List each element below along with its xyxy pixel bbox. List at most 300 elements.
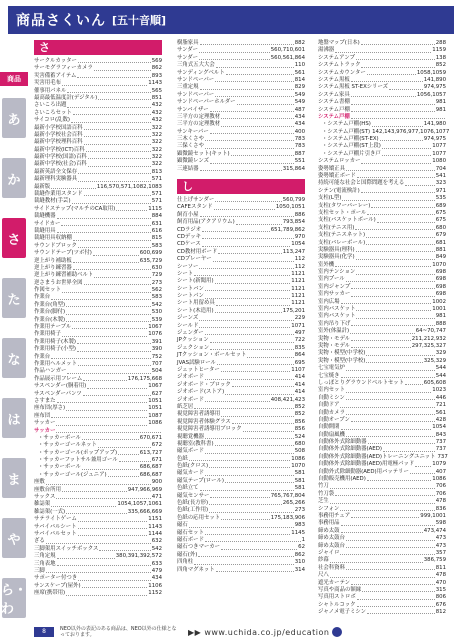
dot-leader	[237, 104, 294, 105]
index-entry[interactable]	[177, 99, 305, 106]
sidebar-tab-7[interactable]: や	[2, 518, 26, 558]
entry-name: 三脚	[34, 567, 45, 574]
index-entry[interactable]	[318, 254, 446, 261]
dot-leader	[86, 151, 151, 152]
dot-leader	[356, 59, 435, 60]
entry-name: サンダー	[177, 54, 199, 61]
sidebar-tab-5[interactable]: は	[2, 398, 26, 438]
index-entry[interactable]	[177, 227, 305, 234]
entry-page: 504	[151, 368, 162, 375]
index-entry[interactable]	[318, 594, 446, 601]
index-entry[interactable]	[177, 434, 305, 441]
index-entry[interactable]	[177, 301, 305, 308]
dot-leader	[210, 133, 294, 134]
index-entry[interactable]	[34, 450, 162, 457]
entry-name: 作業台(木製)	[34, 316, 66, 323]
dot-leader	[351, 347, 411, 348]
index-entry[interactable]	[34, 501, 162, 508]
index-entry[interactable]	[318, 461, 446, 468]
index-entry[interactable]	[177, 62, 305, 69]
entry-page: 322	[151, 131, 162, 138]
index-entry[interactable]	[318, 498, 446, 505]
entry-page: 843	[435, 431, 446, 438]
entry-page: 689	[435, 202, 446, 209]
entry-page: 680	[294, 440, 305, 447]
index-entry[interactable]	[177, 411, 305, 418]
index-entry[interactable]	[318, 402, 446, 409]
index-entry[interactable]	[34, 250, 162, 257]
index-entry[interactable]	[318, 446, 446, 453]
index-entry[interactable]	[34, 139, 162, 146]
index-entry[interactable]	[177, 552, 305, 559]
index-entry[interactable]	[34, 331, 162, 338]
entry-name: 最新小学校国語百科	[34, 124, 83, 131]
entry-name: 室内プール	[318, 276, 345, 283]
sidebar-tab-1[interactable]: か	[2, 158, 26, 198]
dot-leader	[346, 547, 435, 548]
index-entry[interactable]	[34, 354, 162, 361]
index-entry[interactable]	[34, 590, 162, 597]
entry-name: 最新中学校理科百科	[34, 139, 83, 146]
index-entry[interactable]	[318, 365, 446, 372]
index-entry[interactable]	[177, 485, 305, 492]
index-entry[interactable]	[177, 522, 305, 529]
entry-page: 583	[151, 294, 162, 301]
dot-leader	[77, 343, 151, 344]
index-entry[interactable]	[318, 291, 446, 298]
index-entry[interactable]	[177, 470, 305, 477]
dot-leader	[98, 447, 151, 448]
entry-name: システムトラック	[318, 62, 361, 69]
index-entry[interactable]	[318, 217, 446, 224]
entry-page: 561	[294, 69, 305, 76]
entry-name: サポーター付つき	[34, 575, 78, 582]
sidebar-tab-8[interactable]: ら・わ	[2, 578, 26, 618]
index-entry[interactable]	[34, 213, 162, 220]
dot-leader	[221, 549, 297, 550]
entry-page: 600,699	[139, 250, 162, 257]
entry-page: 479	[151, 567, 162, 574]
dot-leader	[73, 240, 151, 241]
index-entry[interactable]	[177, 544, 305, 551]
index-entry[interactable]	[177, 158, 305, 165]
sidebar-label: 商品	[0, 72, 28, 86]
index-entry[interactable]	[318, 195, 446, 202]
index-entry[interactable]	[34, 272, 162, 279]
index-entry[interactable]	[177, 315, 305, 322]
index-entry[interactable]	[318, 410, 446, 417]
entry-name: システムアンプ	[318, 54, 355, 61]
dot-leader	[78, 247, 151, 248]
index-entry[interactable]	[177, 448, 305, 455]
index-entry[interactable]	[318, 232, 446, 239]
dot-leader	[368, 443, 435, 444]
entry-name: さいころ出題	[34, 102, 67, 109]
index-entry[interactable]	[34, 524, 162, 531]
entry-page: 783	[294, 143, 305, 150]
index-entry[interactable]	[318, 432, 446, 439]
dot-leader	[361, 192, 435, 193]
dot-leader	[202, 246, 290, 247]
footer-url[interactable]: ▶▶ www.uchida.co.jp/education	[188, 627, 330, 637]
entry-name: 裁縫教材(手芸)	[34, 198, 71, 205]
dot-leader	[199, 327, 290, 328]
sidebar-tab-4[interactable]: な	[2, 338, 26, 378]
entry-page: 675	[435, 209, 446, 216]
dot-leader	[88, 166, 151, 167]
index-entry[interactable]	[318, 543, 446, 550]
index-entry[interactable]	[318, 70, 446, 77]
index-entry[interactable]	[318, 609, 446, 616]
dot-leader	[57, 232, 151, 233]
entry-name: 室外機	[318, 261, 335, 268]
index-entry[interactable]	[318, 62, 446, 69]
entry-page: 707	[151, 361, 162, 367]
index-entry[interactable]	[318, 277, 446, 284]
index-entry[interactable]	[318, 158, 446, 165]
index-entry[interactable]	[34, 405, 162, 412]
entry-page: 1067	[148, 383, 162, 390]
index-entry[interactable]	[177, 493, 305, 500]
dot-leader	[78, 181, 151, 182]
index-entry[interactable]	[318, 40, 446, 47]
index-entry[interactable]	[318, 121, 446, 128]
index-entry[interactable]	[34, 368, 162, 375]
index-entry[interactable]	[318, 299, 446, 306]
entry-name: シート用留め具	[177, 300, 215, 307]
index-entry[interactable]	[34, 147, 162, 154]
index-entry[interactable]	[318, 483, 446, 490]
index-entry[interactable]	[34, 309, 162, 316]
index-entry[interactable]	[177, 397, 305, 404]
dot-leader	[405, 384, 423, 385]
index-entry[interactable]	[318, 387, 446, 394]
entry-name: シート	[177, 270, 194, 277]
entry-name: 尺八	[318, 572, 329, 579]
dot-leader	[380, 140, 423, 141]
index-entry[interactable]	[318, 336, 446, 343]
entry-name: 事務用品	[318, 520, 340, 527]
index-entry[interactable]	[318, 580, 446, 587]
entry-page: 487	[294, 106, 305, 113]
entry-page: 852	[435, 62, 446, 69]
dot-leader	[355, 229, 434, 230]
index-entry[interactable]	[318, 535, 446, 542]
index-entry[interactable]	[34, 428, 162, 435]
index-entry[interactable]	[177, 70, 305, 77]
dot-leader	[202, 231, 270, 232]
index-entry[interactable]	[34, 280, 162, 287]
index-entry[interactable]	[177, 426, 305, 433]
dot-leader	[82, 439, 139, 440]
sidebar-tab-3[interactable]: た	[2, 278, 26, 318]
entry-name: 作業台(脚付)	[34, 309, 66, 316]
entry-name: 室外(体温計)	[318, 328, 350, 335]
dot-leader	[371, 207, 434, 208]
entry-page: 1051	[148, 397, 162, 404]
dot-leader	[351, 584, 435, 585]
dot-leader	[194, 408, 294, 409]
entry-name: 視覚障害者体験グラス	[177, 418, 231, 425]
index-entry[interactable]	[177, 241, 305, 248]
entry-name: 室内バスケット	[318, 306, 356, 313]
dot-leader	[216, 67, 294, 68]
dot-leader	[205, 334, 294, 335]
index-entry[interactable]	[177, 107, 305, 114]
entry-name: 最新理科実験器具	[34, 176, 78, 183]
entry-name: ジオボード(ストア)	[177, 389, 225, 396]
entry-page: 974,975	[423, 84, 446, 91]
index-entry[interactable]	[177, 337, 305, 344]
index-entry[interactable]	[34, 258, 162, 265]
index-entry[interactable]	[34, 487, 162, 494]
dot-leader	[221, 118, 294, 119]
entry-page: 829	[294, 84, 305, 91]
index-entry[interactable]	[177, 121, 305, 128]
index-entry[interactable]	[34, 494, 162, 501]
dot-leader	[66, 306, 151, 307]
index-entry[interactable]	[318, 373, 446, 380]
entry-page: 1115	[148, 205, 162, 212]
entry-page: 635,729	[139, 257, 162, 264]
index-entry[interactable]	[34, 516, 162, 523]
index-entry[interactable]	[318, 143, 446, 150]
entry-name: 逆上がり練習器	[34, 264, 72, 271]
index-entry[interactable]	[34, 125, 162, 132]
entry-name: 顕微鏡レンズ	[177, 158, 210, 165]
entry-page: 414	[294, 389, 305, 396]
index-entry[interactable]	[318, 128, 450, 136]
index-entry[interactable]	[34, 80, 162, 87]
index-entry[interactable]	[318, 240, 446, 247]
entry-name: 支柱(タワーバーレー)	[318, 202, 371, 209]
entry-name: 磁気カード	[177, 470, 204, 477]
index-entry[interactable]	[34, 65, 162, 72]
entry-page: 113,247	[282, 248, 305, 255]
index-entry[interactable]	[177, 204, 305, 211]
index-entry[interactable]	[318, 491, 446, 498]
index-entry[interactable]	[34, 198, 162, 205]
dot-leader	[215, 96, 294, 97]
index-entry[interactable]	[177, 129, 305, 136]
dot-leader	[87, 388, 147, 389]
index-entry[interactable]	[34, 184, 162, 191]
index-entry[interactable]	[318, 506, 446, 513]
dot-leader	[330, 503, 435, 504]
index-entry[interactable]	[177, 219, 305, 226]
entry-page: 273	[151, 279, 162, 286]
entry-page: 811	[435, 564, 446, 571]
index-entry[interactable]	[177, 389, 305, 396]
index-entry[interactable]	[318, 262, 446, 269]
index-entry[interactable]	[34, 317, 162, 324]
entry-name: 逆さまうお世界全図	[34, 279, 83, 286]
entry-name: 作業用テーブル	[34, 324, 72, 331]
entry-name: ・システム戸棚片引き戸	[322, 150, 381, 157]
index-entry[interactable]	[318, 313, 446, 320]
entry-name: 色紙立て	[177, 485, 199, 492]
dot-leader	[357, 606, 435, 607]
dot-leader	[351, 340, 411, 341]
index-entry[interactable]	[177, 352, 305, 359]
entry-name: システム家具	[318, 91, 350, 98]
index-entry[interactable]	[318, 107, 446, 114]
index-entry[interactable]	[177, 360, 305, 367]
index-entry[interactable]	[177, 264, 305, 271]
entry-name: 写真用ストロボ	[318, 594, 356, 601]
section-header-shi: し	[177, 179, 305, 194]
index-entry[interactable]	[318, 550, 446, 557]
index-entry[interactable]	[34, 538, 162, 545]
entry-name: 最新中学校(国語)百科	[34, 154, 87, 161]
dot-leader	[78, 528, 148, 529]
index-entry[interactable]	[34, 464, 162, 471]
index-entry[interactable]	[318, 84, 446, 91]
entry-page: 695	[294, 359, 305, 366]
index-entry[interactable]	[318, 557, 446, 564]
index-entry[interactable]	[177, 166, 305, 173]
entry-page: 679	[435, 232, 446, 239]
dot-leader	[366, 244, 434, 245]
entry-page: 752	[151, 353, 162, 360]
index-entry[interactable]	[177, 256, 305, 263]
index-entry[interactable]	[34, 479, 162, 486]
index-entry[interactable]	[318, 203, 446, 210]
index-entry[interactable]	[177, 507, 305, 514]
index-entry[interactable]	[318, 602, 446, 609]
index-entry[interactable]	[318, 565, 446, 572]
index-entry[interactable]	[34, 88, 162, 95]
sidebar-tab-0[interactable]: あ	[2, 98, 26, 138]
index-entry[interactable]	[34, 117, 162, 124]
index-entry[interactable]	[318, 47, 446, 54]
index-entry[interactable]	[318, 424, 446, 431]
index-entry[interactable]	[318, 350, 446, 357]
entry-name: 作業用椅子	[34, 331, 61, 338]
entry-page: 551	[294, 158, 305, 165]
index-entry[interactable]	[318, 99, 446, 106]
index-entry[interactable]	[318, 476, 446, 483]
entry-name: 実物・模型(中学校)	[318, 350, 366, 357]
dot-leader	[94, 70, 151, 71]
entry-page: 62	[298, 544, 305, 551]
entry-page: 881	[435, 246, 446, 253]
entry-name: 自動体外式除細動器(AED)用電極パッド	[318, 461, 415, 468]
index-entry[interactable]	[34, 553, 162, 560]
index-entry[interactable]	[34, 161, 162, 168]
index-entry[interactable]	[34, 295, 162, 302]
index-entry[interactable]	[177, 143, 305, 150]
index-entry[interactable]	[34, 346, 162, 353]
index-entry[interactable]	[177, 456, 305, 463]
index-entry[interactable]	[177, 323, 305, 330]
entry-name: 作図セット	[34, 287, 61, 294]
column-3	[318, 39, 450, 616]
entry-page: 783	[294, 136, 305, 143]
index-entry[interactable]	[177, 374, 305, 381]
entry-page: 508	[294, 448, 305, 455]
index-entry[interactable]	[318, 520, 446, 527]
dot-leader	[215, 201, 281, 202]
dot-leader	[346, 392, 431, 393]
index-entry[interactable]	[34, 561, 162, 568]
index-entry[interactable]	[34, 531, 162, 538]
entry-name: 磁石(外)	[177, 551, 198, 558]
entry-page: 386,759	[423, 557, 446, 564]
index-entry[interactable]	[177, 84, 305, 91]
index-entry[interactable]	[34, 442, 162, 449]
index-entry[interactable]	[177, 567, 305, 574]
index-entry[interactable]	[34, 575, 162, 582]
entry-page: 560,561,864	[270, 54, 305, 61]
entry-name: サンバイザー	[177, 106, 209, 113]
index-entry[interactable]	[177, 47, 305, 54]
index-entry[interactable]	[34, 391, 162, 398]
entry-page: 542	[151, 301, 162, 308]
index-entry[interactable]	[34, 235, 162, 242]
entry-name: 支柱(バスケットボール)	[318, 217, 376, 224]
entry-name: 室内テンション	[318, 269, 356, 276]
entry-page: 407	[435, 468, 446, 475]
index-entry[interactable]	[318, 180, 446, 187]
index-entry[interactable]	[177, 286, 305, 293]
entry-page: 64~70,747	[415, 328, 446, 335]
index-entry[interactable]	[318, 572, 446, 579]
entry-name: 実物・模型(中学校)	[318, 357, 366, 364]
entry-name: 視聴覚機器	[177, 433, 204, 440]
index-entry[interactable]	[177, 530, 305, 537]
index-entry[interactable]	[34, 420, 162, 427]
entry-page: 560,799	[282, 197, 305, 204]
entry-name: 締め太鼓	[318, 527, 340, 534]
entry-page: 852	[294, 411, 305, 418]
entry-page: 1086	[432, 476, 446, 483]
index-entry[interactable]	[318, 469, 446, 476]
entry-page: 571	[151, 191, 162, 198]
entry-name: 実物・モデル	[318, 343, 351, 349]
entry-page: 535	[435, 195, 446, 202]
index-entry[interactable]	[177, 515, 305, 522]
entry-page: 323	[435, 180, 446, 187]
index-entry[interactable]	[318, 328, 446, 335]
entry-name: 室内広場	[318, 298, 340, 305]
index-entry[interactable]	[34, 176, 162, 183]
dot-leader	[335, 495, 435, 496]
index-entry[interactable]	[34, 221, 162, 228]
entry-page: 947,966,969	[127, 486, 162, 493]
dot-leader	[356, 274, 434, 275]
entry-page: 288	[435, 39, 446, 46]
index-entry[interactable]	[34, 472, 162, 479]
sidebar-tab-2[interactable]: さ	[2, 218, 26, 258]
dot-leader	[205, 475, 294, 476]
entry-page: 1151	[148, 516, 162, 523]
index-entry[interactable]	[177, 559, 305, 566]
dot-leader	[73, 269, 151, 270]
index-entry[interactable]	[34, 383, 162, 390]
entry-name: 色紙の応用セット	[177, 514, 221, 521]
entry-name: ジェットヒーター	[177, 367, 220, 373]
sidebar-tab-6[interactable]: ま	[2, 458, 26, 498]
index-entry[interactable]	[177, 278, 305, 285]
entry-name: サンドペーパー	[177, 91, 215, 98]
entry-name: 色紙	[177, 455, 188, 462]
entry-page: 852	[294, 403, 305, 410]
index-entry[interactable]	[34, 287, 162, 294]
index-entry[interactable]	[34, 102, 162, 109]
dot-leader	[199, 320, 293, 321]
index-entry[interactable]	[318, 166, 446, 173]
